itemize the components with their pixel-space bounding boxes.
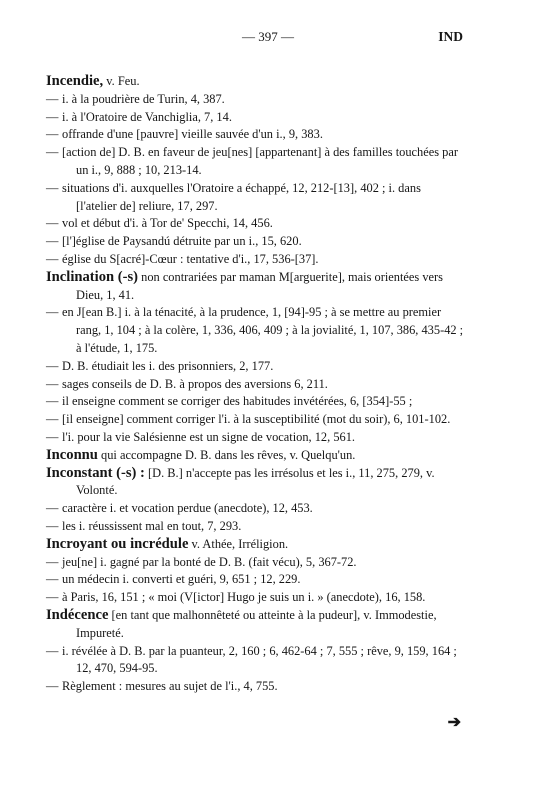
subentry-dash: — xyxy=(46,643,59,658)
index-subentry xyxy=(46,589,464,607)
index-subentry xyxy=(46,180,464,216)
index-subentry xyxy=(46,571,464,589)
index-body xyxy=(46,73,464,696)
entry-detail: v. Feu. xyxy=(103,74,140,88)
index-subentry xyxy=(46,304,464,357)
subentry-text: il enseigne comment se corriger des habitudes invétérées, 6, [354]-55 ; xyxy=(62,394,413,409)
subentry-text: les i. réussissent mal en tout, 7, 293. xyxy=(62,518,242,533)
subentry-dash: — xyxy=(46,679,59,694)
subentry-dash: — xyxy=(46,127,59,142)
entry-detail: qui accompagne D. B. dans les rêves, v. Quelqu'un. xyxy=(97,447,356,462)
subentry-text: i. à la poudrière de Turin, 4, 387. xyxy=(62,91,225,106)
subentry-text: sages conseils de D. B. à propos des aversions 6, 211. xyxy=(62,376,328,391)
subentry-dash: — xyxy=(46,145,59,160)
index-subentry xyxy=(46,144,464,180)
subentry-dash: — xyxy=(46,234,59,249)
index-entry xyxy=(46,73,464,91)
index-subentry xyxy=(46,554,464,572)
entry-headword: Incendie, xyxy=(46,73,104,89)
index-entry xyxy=(46,536,464,554)
entry-headword: Inconnu xyxy=(46,446,98,463)
subentry-dash: — xyxy=(46,429,59,444)
subentry-text: à Paris, 16, 151 ; « moi (V[ictor] Hugo je suis un i. » (anecdote), 16, 158. xyxy=(62,590,426,605)
index-entry xyxy=(46,465,464,501)
subentry-dash: — xyxy=(46,180,59,195)
entry-detail: v. Athée, Irréligion. xyxy=(188,536,289,551)
subentry-dash: — xyxy=(46,590,59,605)
index-subentry xyxy=(46,376,464,394)
index-subentry xyxy=(46,358,464,376)
index-entry xyxy=(46,447,464,465)
index-entry xyxy=(46,269,464,305)
subentry-text: i. révélée à D. B. par la puanteur, 2, 160 ; 6, 462-64 ; 7, 555 ; rêve, 9, 159, 164 ; 12, 470, 594-95. xyxy=(62,643,457,676)
subentry-dash: — xyxy=(46,572,59,587)
index-subentry xyxy=(46,91,464,109)
subentry-dash: — xyxy=(46,109,59,124)
index-subentry xyxy=(46,500,464,518)
subentry-text: i. à l'Oratoire de Vanchiglia, 7, 14. xyxy=(62,109,232,124)
entry-headword: Incroyant ou incrédule xyxy=(46,535,189,552)
entry-detail: [en tant que malhonnêteté ou atteinte à la pudeur], v. Immodestie, Impureté. xyxy=(76,607,437,640)
index-subentry xyxy=(46,109,464,127)
running-head xyxy=(0,29,536,47)
subentry-dash: — xyxy=(46,91,59,106)
subentry-dash: — xyxy=(46,251,59,266)
next-page-arrow-icon: ➔ xyxy=(447,714,461,731)
subentry-dash: — xyxy=(46,518,59,533)
entry-detail: non contrariées par maman M[arguerite], mais orientées vers Dieu, 1, 41. xyxy=(76,269,443,302)
index-entry xyxy=(46,607,464,643)
index-subentry xyxy=(46,518,464,536)
subentry-text: [il enseigne] comment corriger l'i. à la susceptibilité (mot du soir), 6, 101-102. xyxy=(62,412,451,427)
entry-headword: Inclination (-s) xyxy=(46,268,139,285)
index-subentry xyxy=(46,429,464,447)
subentry-text: un médecin i. converti et guéri, 9, 651 ; 12, 229. xyxy=(62,572,301,587)
subentry-text: [l']église de Paysandú détruite par un i., 15, 620. xyxy=(62,234,302,249)
subentry-text: situations d'i. auxquelles l'Oratoire a échappé, 12, 212-[13], 402 ; i. dans [l'atelier de] reliure, 17, 297. xyxy=(62,180,421,213)
index-subentry xyxy=(46,215,464,233)
section-abbreviation: IND xyxy=(438,29,463,44)
subentry-text: [action de] D. B. en faveur de jeu[nes] [appartenant] à des familles touchées par un i., 9, 888 ; 10, 213-14. xyxy=(62,145,458,177)
subentry-dash: — xyxy=(46,412,59,427)
index-subentry xyxy=(46,411,464,429)
entry-headword: Indécence xyxy=(46,606,109,623)
entry-headword: Inconstant (-s) : xyxy=(46,464,145,481)
subentry-text: jeu[ne] i. gagné par la bonté de D. B. (fait vécu), 5, 367-72. xyxy=(62,554,357,569)
subentry-text: en J[ean B.] i. à la ténacité, à la prudence, 1, [94]-95 ; à se mettre au premier rang, 1, 104 ; à la colère, 1, 336, 406, 409 ; à la jovialité, 1, 107, 386, 435-42 ; à l'étude, 1, 175. xyxy=(62,305,464,355)
subentry-dash: — xyxy=(46,501,59,516)
subentry-dash: — xyxy=(46,394,59,409)
subentry-dash: — xyxy=(46,554,59,569)
subentry-text: caractère i. et vocation perdue (anecdote), 12, 453. xyxy=(62,501,313,516)
subentry-dash: — xyxy=(46,305,59,320)
subentry-text: église du S[acré]-Cœur : tentative d'i., 17, 536-[37]. xyxy=(62,251,319,266)
subentry-dash: — xyxy=(46,376,59,391)
index-subentry xyxy=(46,678,464,696)
entry-detail: [D. B.] n'accepte pas les irrésolus et les i., 11, 275, 279, v. Volonté. xyxy=(76,465,435,498)
subentry-text: offrande d'une [pauvre] vieille sauvée d'un i., 9, 383. xyxy=(62,127,323,142)
index-subentry xyxy=(46,251,464,269)
subentry-text: vol et début d'i. à Tor de' Specchi, 14, 456. xyxy=(62,216,273,231)
index-subentry xyxy=(46,233,464,251)
index-subentry xyxy=(46,126,464,144)
subentry-text: Règlement : mesures au sujet de l'i., 4, 755. xyxy=(62,679,278,694)
index-subentry xyxy=(46,643,464,679)
page-number: — 397 — xyxy=(242,29,294,44)
subentry-dash: — xyxy=(46,216,59,231)
index-subentry xyxy=(46,393,464,411)
subentry-dash: — xyxy=(46,358,59,373)
subentry-text: D. B. étudiait les i. des prisonniers, 2, 177. xyxy=(62,358,274,373)
subentry-text: l'i. pour la vie Salésienne est un signe de vocation, 12, 561. xyxy=(62,429,356,444)
